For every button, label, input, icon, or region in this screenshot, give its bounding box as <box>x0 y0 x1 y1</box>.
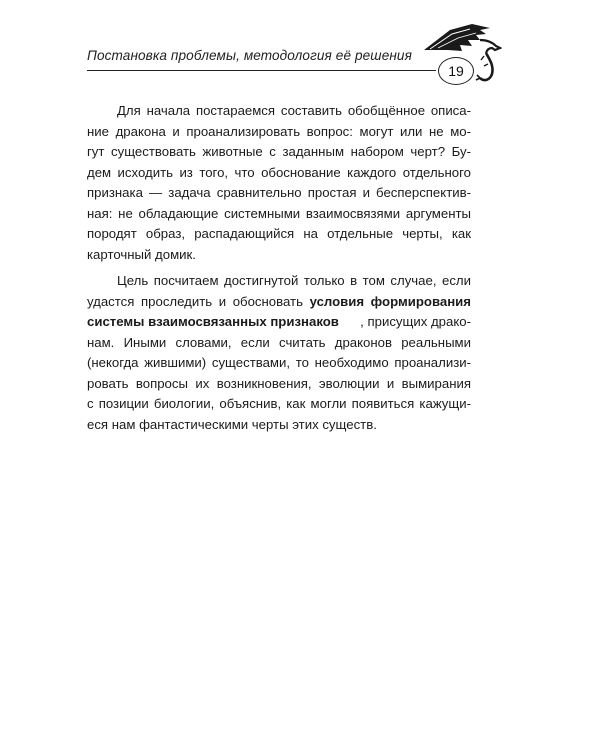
text-line: ние дракона и проанализировать вопрос: могут или не мо- <box>87 123 471 139</box>
text-line: еся нам фантастическими черты этих существ. <box>87 416 377 432</box>
text-line: с позиции биологии, объяснив, как могли появиться кажущи- <box>87 396 471 411</box>
text-line: Для начала постараемся составить обобщённое описа- <box>117 103 471 118</box>
text-line: дем исходить из того, что обоснование каждого отдельного <box>87 164 471 180</box>
text-line: Цель посчитаем достигнутой только в том случае, если <box>117 273 471 288</box>
emphasis-text: системы взаимосвязанных признаков <box>87 314 339 329</box>
text-run: удастся проследить и обосновать <box>87 293 310 309</box>
header-title: Постановка проблемы, методология её решения <box>87 48 412 63</box>
text-line <box>87 292 471 313</box>
text-line: (некогда жившими) существами, то необходимо проанализи- <box>87 355 471 370</box>
page-number: 19 <box>438 57 474 85</box>
text-line <box>87 312 471 333</box>
text-line: ровать вопросы их возникновения, эволюции и вымирания <box>87 375 471 391</box>
text-line: породят образ, распадающийся на отдельные черты, как <box>87 226 471 241</box>
text-line: гут существовать животные с заданным набором черт? Бу- <box>87 144 471 159</box>
text-run: , присущих драко- <box>360 314 471 329</box>
body-text <box>87 101 471 435</box>
paragraph-1 <box>87 101 471 265</box>
text-line: ная: не обладающие системными взаимосвязями аргументы <box>87 205 471 221</box>
text-line: нам. Иными словами, если считать драконов реальными <box>87 334 471 350</box>
header-rule <box>87 70 436 71</box>
text-line: признака — задача сравнительно простая и бесперспектив- <box>87 185 471 200</box>
emphasis-text: условия формирования <box>309 293 471 309</box>
text-line: карточный домик. <box>87 246 196 262</box>
paragraph-2 <box>87 271 471 435</box>
